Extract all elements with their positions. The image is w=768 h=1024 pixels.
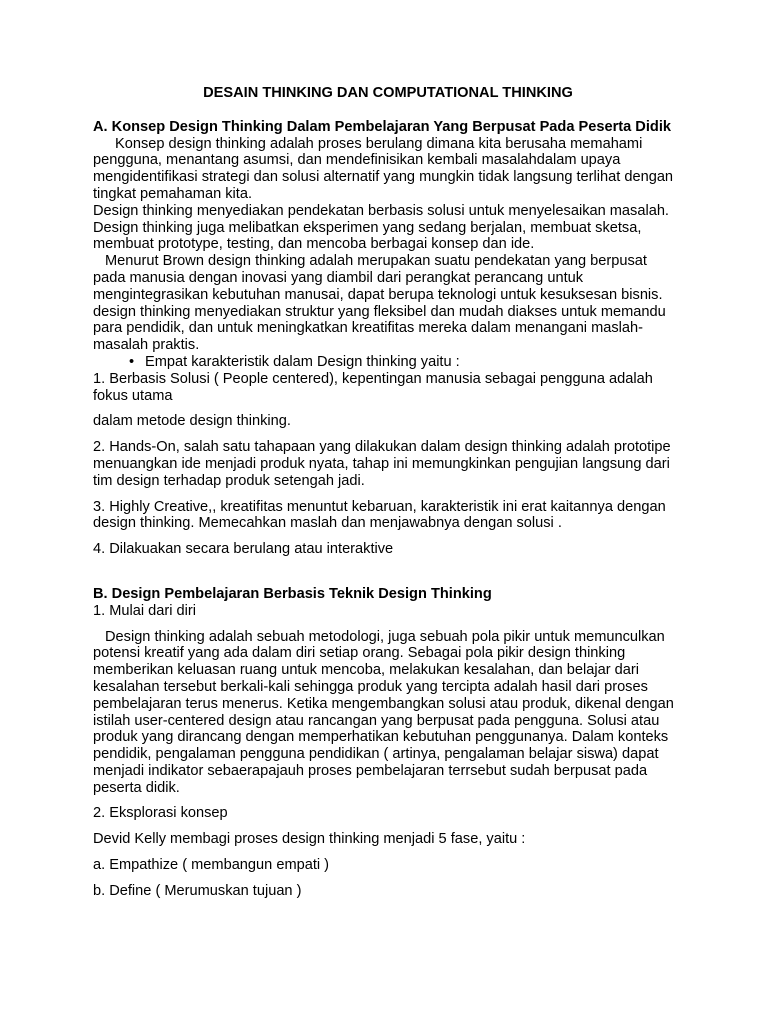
- phase-item-b: b. Define ( Merumuskan tujuan ): [93, 882, 302, 899]
- section-a-paragraph-3: Menurut Brown design thinking adalah merupakan suatu pendekatan yang berpusat pada manusia dengan inovasi yang diambil dari perangkat perancang untuk mengintegrasikan kebutuhan manusai, dapat berupa teknologi untuk kesuksesan bisnis. design thinking menyediakan struktur yang fleksibel dan mudah diakses untuk memandu para pendidik, dan untuk meningkatkan kreatifitas mereka dalam menangani maslah-masalah praktis.: [93, 253, 666, 354]
- document-title: DESAIN THINKING DAN COMPUTATIONAL THINKING: [203, 85, 573, 101]
- section-a-paragraph-2: Design thinking menyediakan pendekatan berbasis solusi untuk menyelesaikan masalah. Design thinking juga melibatkan eksperimen yang sedang berjalan, membuat sketsa, membuat prototype, testing, dan mencoba berbagai konsep dan ide.: [93, 202, 669, 253]
- section-a-paragraph-1: Konsep design thinking adalah proses berulang dimana kita berusaha memahami pengguna, menantang asumsi, dan mendefinisikan kembali masalahdalam upaya mengidentifikasi strategi dan solusi alternatif yang mungkin tidak langsung terlihat dengan tingkat pemahaman kita.: [93, 135, 674, 202]
- section-a-heading: A. Konsep Design Thinking Dalam Pembelajaran Yang Berpusat Pada Peserta Didik: [93, 118, 671, 135]
- section-b-subheading-1: 1. Mulai dari diri: [93, 602, 197, 619]
- characteristic-item-4: 4. Dilakuakan secara berulang atau interaktive: [93, 541, 394, 558]
- section-b-heading: B. Design Pembelajaran Berbasis Teknik Design Thinking: [93, 585, 492, 602]
- bullet-text: Empat karakteristik dalam Design thinking yaitu :: [145, 353, 460, 370]
- section-b-paragraph-2: Devid Kelly membagi proses design thinking menjadi 5 fase, yaitu :: [93, 831, 526, 848]
- characteristic-item-2: 2. Hands-On, salah satu tahapaan yang dilakukan dalam design thinking adalah prototipe menuangkan ide menjadi produk nyata, tahap ini memungkinkan pengujian langsung dari tim design terhadap produk setengah jadi.: [93, 439, 671, 489]
- characteristic-item-1-continued: dalam metode design thinking.: [93, 413, 291, 430]
- characteristic-item-3: 3. Highly Creative,, kreatifitas menuntut kebaruan, karakteristik ini erat kaitannya dengan design thinking. Memecahkan maslah dan menjawabnya dengan solusi .: [93, 498, 666, 532]
- bullet-dot-icon: •: [129, 353, 135, 370]
- section-b-subheading-2: 2. Eksplorasi konsep: [93, 805, 228, 822]
- document-page: [93, 85, 683, 900]
- section-b-paragraph-1: Design thinking adalah sebuah metodologi, juga sebuah pola pikir untuk memunculkan potensi kreatif yang ada dalam diri setiap orang. Sebagai pola pikir design thinking memberikan keluasan ruang untuk mencoba, melakukan kesalahan, dan belajar dari kesalahan tersebut berkali-kali sehingga produk yang tercipta adalah hasil dari proses pembelajaran terus menerus. Ketika mengembangkan solusi atau produk, dikenal dengan istilah user-centered design atau rancangan yang berpusat pada pengguna. Solusi atau produk yang dirancang dengan memperhatikan kebutuhan penggunanya. Dalam konteks pendidik, pengalaman pengguna pendidikan ( artinya, pengalaman belajar siswa) dapat menjadi indikator sebaerapajauh proses pembelajaran terrsebut sudah berpusat pada peserta didik.: [93, 628, 674, 796]
- characteristic-item-1: 1. Berbasis Solusi ( People centered), kepentingan manusia sebagai pengguna adalah fokus utama: [93, 370, 653, 404]
- bullet-item: [93, 354, 683, 371]
- phase-item-a: a. Empathize ( membangun empati ): [93, 857, 330, 874]
